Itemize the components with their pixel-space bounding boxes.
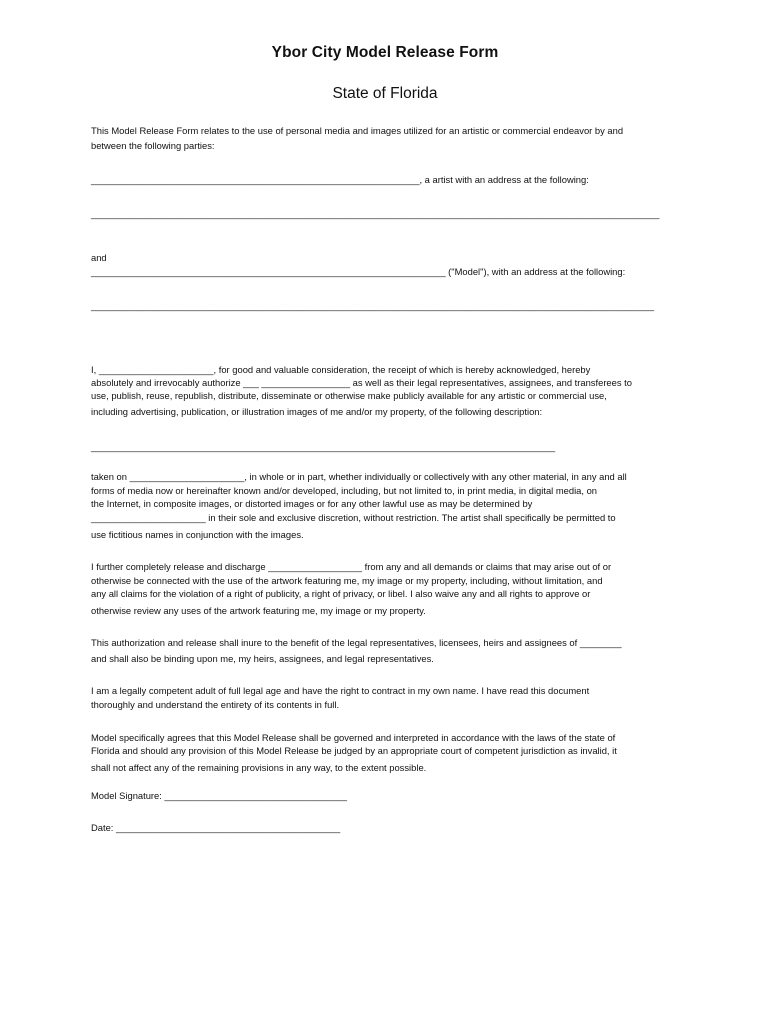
competent-line-1: I am a legally competent adult of full legal age and have the right to contract in my own name. I have read this document (91, 685, 590, 696)
competent-line-2: thoroughly and understand the entirety of its contents in full. (91, 699, 340, 710)
artist-address-line: _____________________________________________________________________________________________________________ (91, 208, 660, 219)
description-line: _________________________________________________________________________________________ (91, 441, 556, 452)
grant-line-3: use, publish, reuse, republish, distribute, disseminate or otherwise make publicly available for any artistic or commercial use, (91, 390, 607, 401)
taken-line-4: ______________________ in their sole and exclusive discretion, without restriction. The artist shall specifically be permitted to (91, 512, 616, 523)
model-name-line: ____________________________________________________________________ ("Model"), with an address at the following: (91, 266, 626, 277)
grant-line-1: I, ______________________, for good and valuable consideration, the receipt of which is hereby acknowledged, hereby (91, 364, 591, 375)
taken-line-3: the Internet, in composite images, or distorted images or for any other lawful use as may be determined by (91, 498, 533, 509)
release-line-3: any all claims for the violation of a right of publicity, a right of privacy, or libel. I also waive any and all rights to approve or (91, 588, 591, 599)
and-label: and (91, 252, 107, 263)
release-line-1: I further completely release and discharge __________________ from any and all demands or claims that may arise out of or (91, 561, 612, 572)
inure-line-1: This authorization and release shall inure to the benefit of the legal representatives, licensees, heirs and assignees of ________ (91, 637, 622, 648)
document-title: Ybor City Model Release Form (271, 44, 499, 61)
intro-line-1: This Model Release Form relates to the use of personal media and images utilized for an artistic or commercial endeavor by and (91, 125, 624, 136)
grant-line-4: including advertising, publication, or illustration images of me and/or my property, of the following description: (91, 406, 543, 417)
release-line-4: otherwise review any uses of the artwork featuring me, my image or my property. (91, 605, 426, 616)
grant-line-2: absolutely and irrevocably authorize ___ _________________ as well as their legal representatives, assignees, and transferees to (91, 377, 632, 388)
artist-name-line: _______________________________________________________________, a artist with an address at the following: (91, 174, 589, 185)
law-line-2: Florida and should any provision of this Model Release be judged by an appropriate court of competent jurisdiction as invalid, it (91, 745, 617, 756)
release-line-2: otherwise be connected with the use of the artwork featuring me, my image or my property, including, without limitation, and (91, 575, 603, 586)
taken-line-5: use fictitious names in conjunction with the images. (91, 529, 304, 540)
model-signature-line[interactable]: Model Signature: ___________________________________ (91, 790, 347, 801)
document-subtitle: State of Florida (332, 85, 438, 102)
model-address-line: ____________________________________________________________________________________________________________ (91, 300, 655, 311)
intro-line-2: between the following parties: (91, 140, 215, 151)
taken-line-1: taken on ______________________, in whole or in part, whether individually or collectively with any other material, in any and all (91, 471, 627, 482)
law-line-3: shall not affect any of the remaining provisions in any way, to the extent possible. (91, 762, 427, 773)
date-line[interactable]: Date: ___________________________________________ (91, 822, 341, 833)
law-line-1: Model specifically agrees that this Model Release shall be governed and interpreted in accordance with the laws of the state of (91, 732, 616, 743)
inure-line-2: and shall also be binding upon me, my heirs, assignees, and legal representatives. (91, 653, 434, 664)
taken-line-2: forms of media now or hereinafter known and/or developed, including, but not limited to, in print media, in digital media, on (91, 485, 598, 496)
